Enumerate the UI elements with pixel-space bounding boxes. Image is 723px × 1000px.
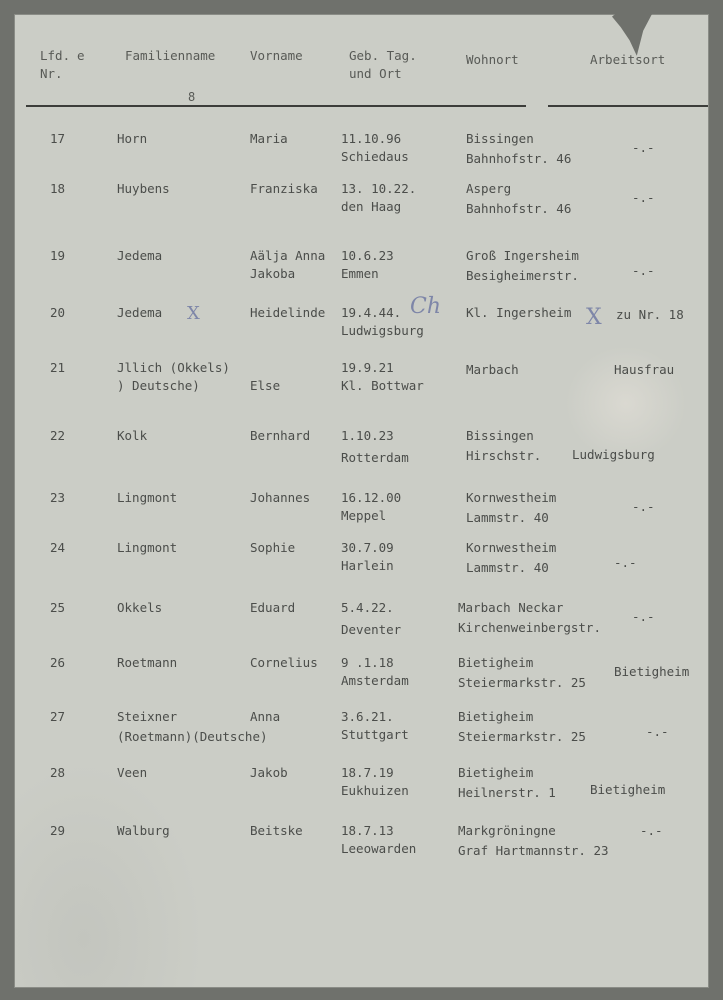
row-24-residence-line-1: Kornwestheim	[466, 540, 557, 555]
header-residence: Wohnort	[466, 52, 519, 67]
header-rule-gap	[526, 104, 548, 108]
row-27-residence-line-2: Steiermarkstr. 25	[458, 729, 586, 744]
row-23-first-line-1: Johannes	[250, 490, 311, 505]
row-28-residence-line-2: Heilnerstr. 1	[458, 785, 556, 800]
row-23-residence-line-1: Kornwestheim	[466, 490, 557, 505]
header-birth: Geb. Tag. und Ort	[349, 48, 417, 81]
row-29-family-line-1: Walburg	[117, 823, 170, 838]
row-18-birth-line-1: 13. 10.22.	[341, 181, 417, 196]
row-25-first-line-1: Eduard	[250, 600, 296, 615]
handwritten-initials: Ch	[410, 294, 442, 319]
row-29-work: -.-	[640, 823, 663, 838]
row-19-birth-line-2: Emmen	[341, 266, 379, 281]
row-28-birth-line-2: Eukhuizen	[341, 783, 409, 798]
row-29-residence-line-1: Markgröningne	[458, 823, 556, 838]
row-26-birth-line-2: Amsterdam	[341, 673, 409, 688]
row-25-family-line-1: Okkels	[117, 600, 163, 615]
row-25-nr: 25	[50, 600, 66, 615]
row-23-residence-line-2: Lammstr. 40	[466, 510, 549, 525]
row-20-birth-line-2: Ludwigsburg	[341, 323, 424, 338]
header-mark: 8	[188, 90, 196, 104]
row-17-work: -.-	[632, 140, 655, 155]
row-23-family-line-1: Lingmont	[117, 490, 178, 505]
row-22-birth-line-2: Rotterdam	[341, 450, 409, 465]
header-first: Vorname	[250, 48, 303, 63]
row-20-work: zu Nr. 18	[616, 307, 684, 322]
row-26-first-line-1: Cornelius	[250, 655, 318, 670]
row-18-first-line-1: Franziska	[250, 181, 318, 196]
row-24-work: -.-	[614, 555, 637, 570]
row-26-birth-line-1: 9 .1.18	[341, 655, 394, 670]
row-21-family-line-2: ) Deutsche)	[117, 378, 200, 393]
row-26-work: Bietigheim	[614, 664, 690, 679]
row-18-nr: 18	[50, 181, 66, 196]
row-23-birth-line-1: 16.12.00	[341, 490, 402, 505]
row-22-residence-line-1: Bissingen	[466, 428, 534, 443]
row-19-residence-line-1: Groß Ingersheim	[466, 248, 579, 263]
row-28-birth-line-1: 18.7.19	[341, 765, 394, 780]
row-19-family-line-1: Jedema	[117, 248, 163, 263]
row-26-nr: 26	[50, 655, 66, 670]
row-21-nr: 21	[50, 360, 66, 375]
row-25-birth-line-1: 5.4.22.	[341, 600, 394, 615]
header-rule	[26, 105, 708, 107]
x-mark-residence: X	[586, 305, 602, 330]
row-18-residence-line-1: Asperg	[466, 181, 512, 196]
row-26-family-line-1: Roetmann	[117, 655, 178, 670]
row-29-residence-line-2: Graf Hartmannstr. 23	[458, 843, 609, 858]
row-21-work: Hausfrau	[614, 362, 675, 377]
row-21-family-line-1: Jllich (Okkels)	[117, 360, 230, 375]
row-27-work: -.-	[646, 724, 669, 739]
row-17-birth-line-1: 11.10.96	[341, 131, 402, 146]
row-17-residence-line-2: Bahnhofstr. 46	[466, 151, 572, 166]
row-26-residence-line-1: Bietigheim	[458, 655, 534, 670]
row-18-family-line-1: Huybens	[117, 181, 170, 196]
row-19-residence-line-2: Besigheimerstr.	[466, 268, 579, 283]
row-27-birth-line-2: Stuttgart	[341, 727, 409, 742]
row-29-birth-line-1: 18.7.13	[341, 823, 394, 838]
row-17-family-line-1: Horn	[117, 131, 148, 146]
row-27-birth-line-1: 3.6.21.	[341, 709, 394, 724]
row-24-first-line-1: Sophie	[250, 540, 296, 555]
row-27-residence-line-1: Bietigheim	[458, 709, 534, 724]
row-20-first-line-1: Heidelinde	[250, 305, 326, 320]
row-18-work: -.-	[632, 190, 655, 205]
row-23-nr: 23	[50, 490, 66, 505]
row-28-family-line-1: Veen	[117, 765, 148, 780]
row-17-residence-line-1: Bissingen	[466, 131, 534, 146]
row-26-residence-line-2: Steiermarkstr. 25	[458, 675, 586, 690]
row-17-nr: 17	[50, 131, 66, 146]
row-28-first-line-1: Jakob	[250, 765, 288, 780]
row-19-first-line-1: Aälja Anna	[250, 248, 326, 263]
row-22-work: Ludwigsburg	[572, 447, 655, 462]
row-22-birth-line-1: 1.10.23	[341, 428, 394, 443]
row-25-work: -.-	[632, 609, 655, 624]
header-nr-extra: e	[77, 48, 85, 63]
header-nr: Lfd. Nr.	[40, 48, 71, 81]
row-28-work: Bietigheim	[590, 782, 666, 797]
row-27-nr: 27	[50, 709, 66, 724]
row-18-residence-line-2: Bahnhofstr. 46	[466, 201, 572, 216]
row-21-birth-line-1: 19.9.21	[341, 360, 394, 375]
row-19-first-line-2: Jakoba	[250, 266, 296, 281]
row-25-birth-line-2: Deventer	[341, 622, 402, 637]
header-family: Familienname	[125, 48, 216, 63]
row-24-birth-line-1: 30.7.09	[341, 540, 394, 555]
row-29-birth-line-2: Leeowarden	[341, 841, 417, 856]
row-27-family-line-2: (Roetmann)(Deutsche)	[117, 729, 268, 744]
row-20-nr: 20	[50, 305, 66, 320]
row-20-birth-line-1: 19.4.44.	[341, 305, 402, 320]
row-19-nr: 19	[50, 248, 66, 263]
header-work: Arbeitsort	[590, 52, 666, 67]
row-20-family-line-1: Jedema	[117, 305, 163, 320]
row-29-nr: 29	[50, 823, 66, 838]
row-25-residence-line-2: Kirchenweinbergstr.	[458, 620, 601, 635]
row-28-nr: 28	[50, 765, 66, 780]
row-27-family-line-1: Steixner	[117, 709, 178, 724]
row-23-birth-line-2: Meppel	[341, 508, 387, 523]
row-20-residence-line-1: Kl. Ingersheim	[466, 305, 572, 320]
row-19-work: -.-	[632, 263, 655, 278]
row-25-residence-line-1: Marbach Neckar	[458, 600, 564, 615]
row-17-birth-line-2: Schiedaus	[341, 149, 409, 164]
row-24-birth-line-2: Harlein	[341, 558, 394, 573]
row-24-nr: 24	[50, 540, 66, 555]
row-28-residence-line-1: Bietigheim	[458, 765, 534, 780]
row-22-nr: 22	[50, 428, 66, 443]
row-22-family-line-1: Kolk	[117, 428, 148, 443]
row-21-birth-line-2: Kl. Bottwar	[341, 378, 424, 393]
row-23-work: -.-	[632, 499, 655, 514]
row-19-birth-line-1: 10.6.23	[341, 248, 394, 263]
row-27-first-line-1: Anna	[250, 709, 281, 724]
row-17-first-line-1: Maria	[250, 131, 288, 146]
x-mark-family: X	[187, 303, 200, 324]
row-21-residence-line-1: Marbach	[466, 362, 519, 377]
row-22-residence-line-2: Hirschstr.	[466, 448, 542, 463]
row-18-birth-line-2: den Haag	[341, 199, 402, 214]
row-24-family-line-1: Lingmont	[117, 540, 178, 555]
row-21-first-line-1: Else	[250, 378, 281, 393]
row-22-first-line-1: Bernhard	[250, 428, 311, 443]
row-24-residence-line-2: Lammstr. 40	[466, 560, 549, 575]
row-29-first-line-1: Beitske	[250, 823, 303, 838]
